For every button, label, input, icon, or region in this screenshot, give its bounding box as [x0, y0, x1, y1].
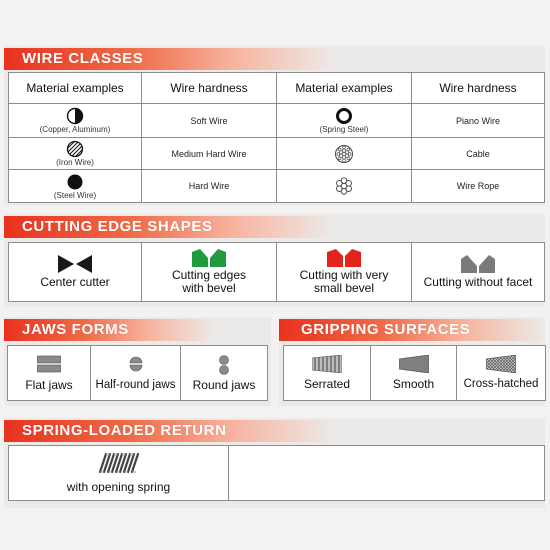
gripping-table	[283, 345, 546, 401]
spring-table	[8, 445, 545, 501]
cutting-edge-cell: Cutting with very small bevel	[277, 243, 412, 302]
table-row	[9, 104, 545, 138]
spring-heading: SPRING-LOADED RETURN	[4, 420, 334, 442]
wire-classes-heading: WIRE CLASSES	[4, 48, 334, 70]
material-cell: (Copper, Aluminum)	[9, 104, 142, 138]
smooth-surface-icon	[399, 355, 429, 373]
table-header: Material examples	[277, 73, 412, 104]
wire-rope-icon	[334, 176, 354, 196]
jaws-cell: Half-round jaws	[91, 346, 181, 401]
table-header: Wire hardness	[142, 73, 277, 104]
serrated-surface-icon	[312, 355, 342, 373]
material-cell	[277, 170, 412, 203]
gripping-heading: GRIPPING SURFACES	[279, 319, 545, 341]
stranded-cable-icon	[334, 144, 354, 164]
gripping-cell: Serrated	[284, 346, 371, 401]
spring-cell: with opening spring	[9, 446, 229, 501]
table-row	[9, 138, 545, 170]
no-facet-edge-icon	[461, 255, 495, 273]
jaws-cell: Round jaws	[181, 346, 268, 401]
hardness-cell: Soft Wire	[142, 104, 277, 138]
gripping-cell: Smooth	[371, 346, 457, 401]
filled-circle-icon	[66, 173, 84, 191]
ring-circle-icon	[335, 107, 353, 125]
cross-hatched-surface-icon	[486, 355, 516, 373]
hardness-cell: Cable	[412, 138, 545, 170]
gripping-cell: Cross-hatched	[457, 346, 546, 401]
material-cell: (Steel Wire)	[9, 170, 142, 203]
jaws-cell: Flat jaws	[8, 346, 91, 401]
table-header: Wire hardness	[412, 73, 545, 104]
center-cutter-icon	[58, 255, 92, 273]
half-filled-circle-icon	[66, 107, 84, 125]
small-bevel-edge-icon	[327, 249, 361, 267]
cutting-edge-cell: Cutting without facet	[412, 243, 545, 302]
material-cell	[277, 138, 412, 170]
flat-jaws-icon	[37, 355, 61, 373]
hardness-cell: Medium Hard Wire	[142, 138, 277, 170]
half-round-jaws-icon	[129, 355, 143, 373]
coil-spring-icon	[98, 452, 140, 474]
cutting-edge-cell: Cutting edges with bevel	[142, 243, 277, 302]
cutting-edge-table	[8, 242, 545, 302]
hatched-circle-icon	[66, 140, 84, 158]
hardness-cell: Hard Wire	[142, 170, 277, 203]
table-header: Material examples	[9, 73, 142, 104]
round-jaws-icon	[217, 355, 231, 375]
bevel-edge-icon	[192, 249, 226, 267]
jaws-forms-table	[7, 345, 268, 401]
hardness-cell: Wire Rope	[412, 170, 545, 203]
hardness-cell: Piano Wire	[412, 104, 545, 138]
cutting-edge-heading: CUTTING EDGE SHAPES	[4, 216, 334, 238]
wire-classes-table	[8, 72, 545, 203]
jaws-forms-heading: JAWS FORMS	[4, 319, 214, 341]
material-cell: (Iron Wire)	[9, 138, 142, 170]
cutting-edge-cell: Center cutter	[9, 243, 142, 302]
spring-empty-cell	[229, 446, 545, 501]
material-cell: (Spring Steel)	[277, 104, 412, 138]
table-row	[9, 170, 545, 203]
